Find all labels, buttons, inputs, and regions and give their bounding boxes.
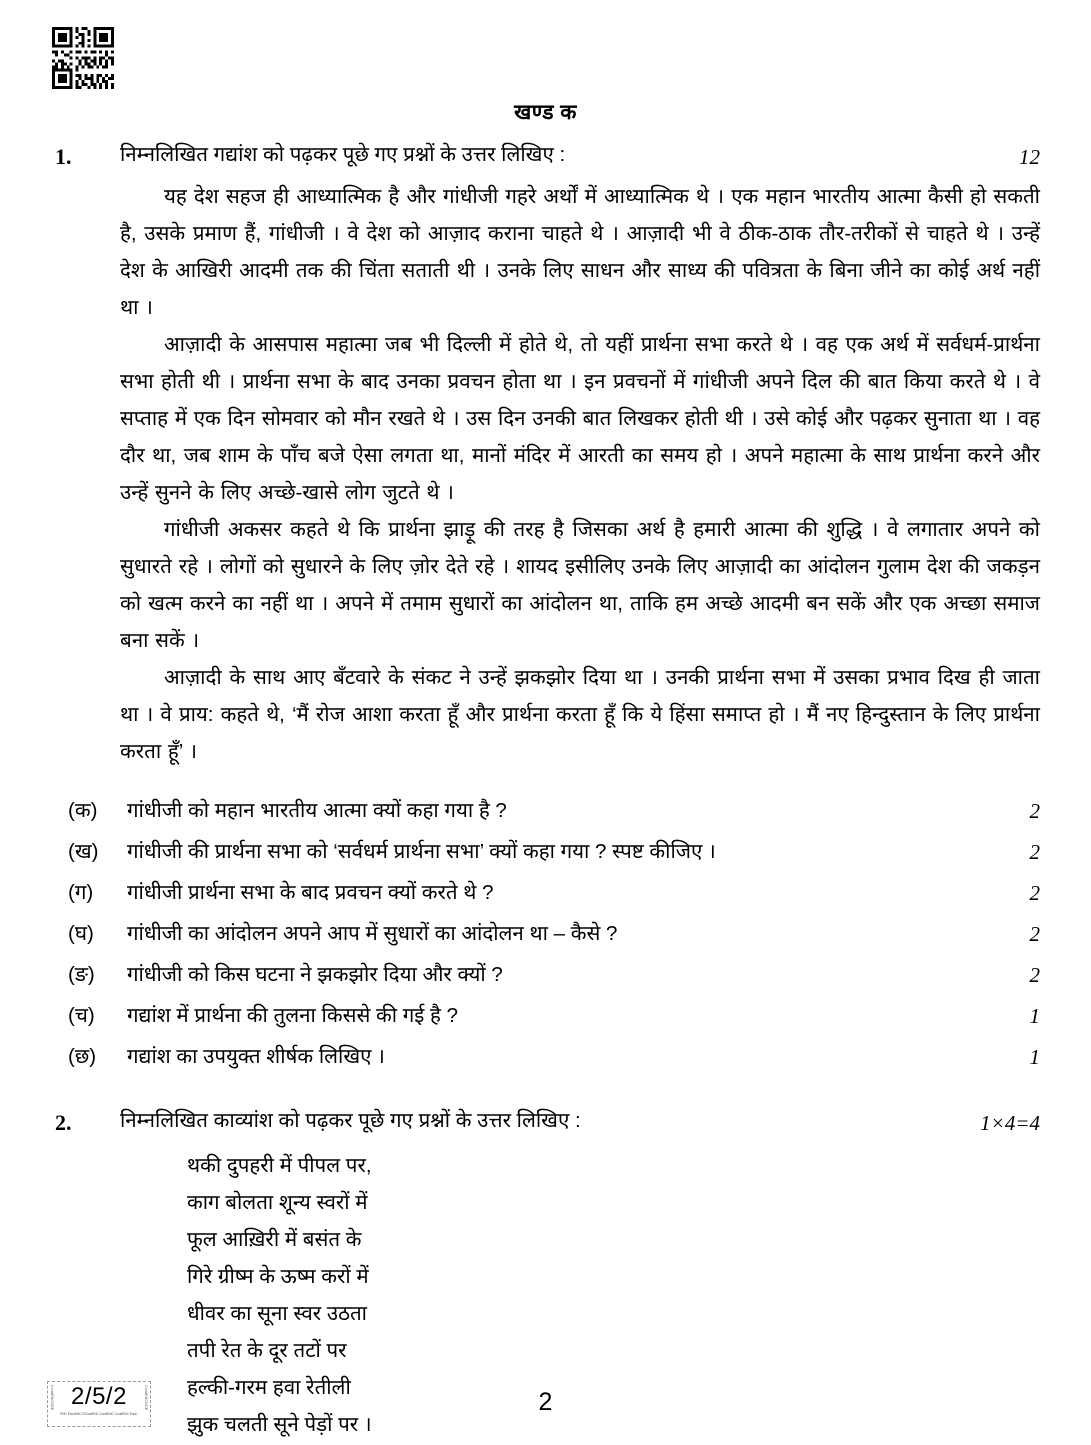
sub-question-label: (ङ) — [68, 963, 95, 986]
sub-question-row — [55, 1042, 1040, 1072]
poem-line: धीवर का सूना स्वर उठता — [187, 1302, 367, 1325]
question-1-passage — [120, 178, 1040, 770]
question-2-number: 2. — [55, 1110, 72, 1135]
poem-line: काग बोलता शून्य स्वरों में — [187, 1191, 368, 1214]
sub-question-marks: 2 — [1029, 840, 1040, 864]
sub-question-text: गांधीजी की प्रार्थना सभा को ‘सर्वधर्म प्रार्थना सभा’ क्यों कहा गया ? स्पष्ट कीजिए । — [127, 840, 716, 863]
sub-question-label: (घ) — [68, 922, 94, 945]
sub-question-label: (ग) — [68, 881, 94, 904]
question-2-stem: निम्नलिखित काव्यांश को पढ़कर पूछे गए प्रश्नों के उत्तर लिखिए : — [120, 1109, 581, 1132]
question-1-header — [55, 140, 1040, 172]
sub-question-row — [55, 796, 1040, 826]
sub-question-row — [55, 1001, 1040, 1031]
sub-question-label: (क) — [68, 799, 98, 822]
sub-question-marks: 1 — [1029, 1004, 1040, 1028]
sub-question-text: गद्यांश का उपयुक्त शीर्षक लिखिए । — [127, 1045, 385, 1068]
passage-paragraph: यह देश सहज ही आध्यात्मिक है और गांधीजी गहरे अर्थों में आध्यात्मिक थे । एक महान भारतीय आत्मा कैसी हो सकती है, उसके प्रमाण हैं, गांधीजी । वे देश को आज़ाद कराना चाहते थे । आज़ादी भी वे ठीक-ठाक तौर-तरीकों से चाहते थे । उन्हें देश के आखिरी आदमी तक की चिंता सताती थी । उनके लिए साधन और साध्य की पवित्रता के बिना जीने का कोई अर्थ नहीं था । — [120, 185, 1040, 319]
question-2-header — [55, 1106, 1040, 1138]
paper-code-micro-bottom: ENC EncoENC ECondENC CondENC CondENC Encs — [60, 1412, 138, 1416]
paper-code-micro-left: CondENCODE — [50, 1385, 54, 1411]
paper-code-micro-right: CondENCODE — [144, 1385, 148, 1411]
sub-question-marks: 2 — [1029, 963, 1040, 987]
sub-question-text: गांधीजी को महान भारतीय आत्मा क्यों कहा गया है ? — [127, 799, 507, 822]
question-1-marks: 12 — [1019, 145, 1040, 169]
poem-line: तपी रेत के दूर तटों पर — [187, 1339, 347, 1362]
passage-paragraph: गांधीजी अकसर कहते थे कि प्रार्थना झाड़ू की तरह है जिसका अर्थ है हमारी आत्मा की शुद्धि । वे लगातार अपने को सुधारते रहे । लोगों को सुधारने के लिए ज़ोर देते रहे । शायद इसीलिए उनके लिए आज़ादी का आंदोलन गुलाम देश की जकड़न को खत्म करने का नहीं था । अपने में तमाम सुधारों का आंदोलन था, ताकि हम अच्छे आदमी बन सकें और एक अच्छा समाज बना सकें । — [120, 518, 1040, 652]
sub-question-row — [55, 837, 1040, 867]
question-1-number: 1. — [55, 144, 72, 169]
sub-question-marks: 2 — [1029, 922, 1040, 946]
sub-question-marks: 1 — [1029, 1045, 1040, 1069]
sub-question-text: गांधीजी का आंदोलन अपने आप में सुधारों का आंदोलन था – कैसे ? — [127, 922, 618, 945]
section-heading: खण्ड क — [514, 101, 577, 124]
sub-question-row — [55, 878, 1040, 908]
passage-paragraph: आज़ादी के साथ आए बँटवारे के संकट ने उन्हें झकझोर दिया था । उनकी प्रार्थना सभा में उसका प्रभाव दिख ही जाता था । वे प्राय: कहते थे, ‘मैं रोज आशा करता हूँ और प्रार्थना करता हूँ कि ये हिंसा समाप्त हो । मैं नए हिन्दुस्तान के लिए प्रार्थना करता हूँ’ । — [120, 666, 1040, 763]
poem-line: फूल आख़िरी में बसंत के — [187, 1228, 362, 1251]
poem-line: थकी दुपहरी में पीपल पर, — [187, 1154, 372, 1177]
sub-question-marks: 2 — [1029, 799, 1040, 823]
sub-question-text: गांधीजी प्रार्थना सभा के बाद प्रवचन क्यों करते थे ? — [127, 881, 494, 904]
question-1-sub-questions — [55, 796, 1040, 1072]
paper-code: 2/5/2 — [71, 1383, 127, 1410]
question-2-marks: 1×4=4 — [980, 1111, 1040, 1135]
question-1-stem: निम्नलिखित गद्यांश को पढ़कर पूछे गए प्रश्नों के उत्तर लिखिए : — [120, 143, 566, 166]
sub-question-text: गांधीजी को किस घटना ने झकझोर दिया और क्यों ? — [127, 963, 503, 986]
poem-line: हल्की-गरम हवा रेतीली — [187, 1376, 351, 1399]
poem-line: झुक चलती सूने पेड़ों पर । — [187, 1413, 372, 1436]
passage-paragraph: आज़ादी के आसपास महात्मा जब भी दिल्ली में होते थे, तो यहीं प्रार्थना सभा करते थे । वह एक अर्थ में सर्वधर्म-प्रार्थना सभा होती थी । प्रार्थना सभा के बाद उनका प्रवचन होता था । इन प्रवचनों में गांधीजी अपने दिल की बात किया करते थे । वे सप्ताह में एक दिन सोमवार को मौन रखते थे । उस दिन उनकी बात लिखकर होती थी । उसे कोई और पढ़कर सुनाता था । वह दौर था, जब शाम के पाँच बजे ऐसा लगता था, मानों मंदिर में आरती का समय हो । अपने महात्मा के साथ प्रार्थना करने और उन्हें सुनने के लिए अच्छे-खासे लोग जुटते थे । — [120, 333, 1040, 504]
page-number: 2 — [538, 1388, 553, 1416]
poem-line: गिरे ग्रीष्म के ऊष्म करों में — [187, 1265, 369, 1288]
sub-question-label: (छ) — [68, 1045, 97, 1068]
sub-question-marks: 2 — [1029, 881, 1040, 905]
sub-question-label: (च) — [68, 1004, 95, 1027]
sub-question-text: गद्यांश में प्रार्थना की तुलना किससे की गई है ? — [127, 1004, 459, 1027]
qr-code-icon — [52, 27, 114, 89]
sub-question-row — [55, 919, 1040, 949]
sub-question-row — [55, 960, 1040, 990]
content-column — [55, 140, 1040, 1443]
sub-question-label: (ख) — [68, 840, 99, 863]
